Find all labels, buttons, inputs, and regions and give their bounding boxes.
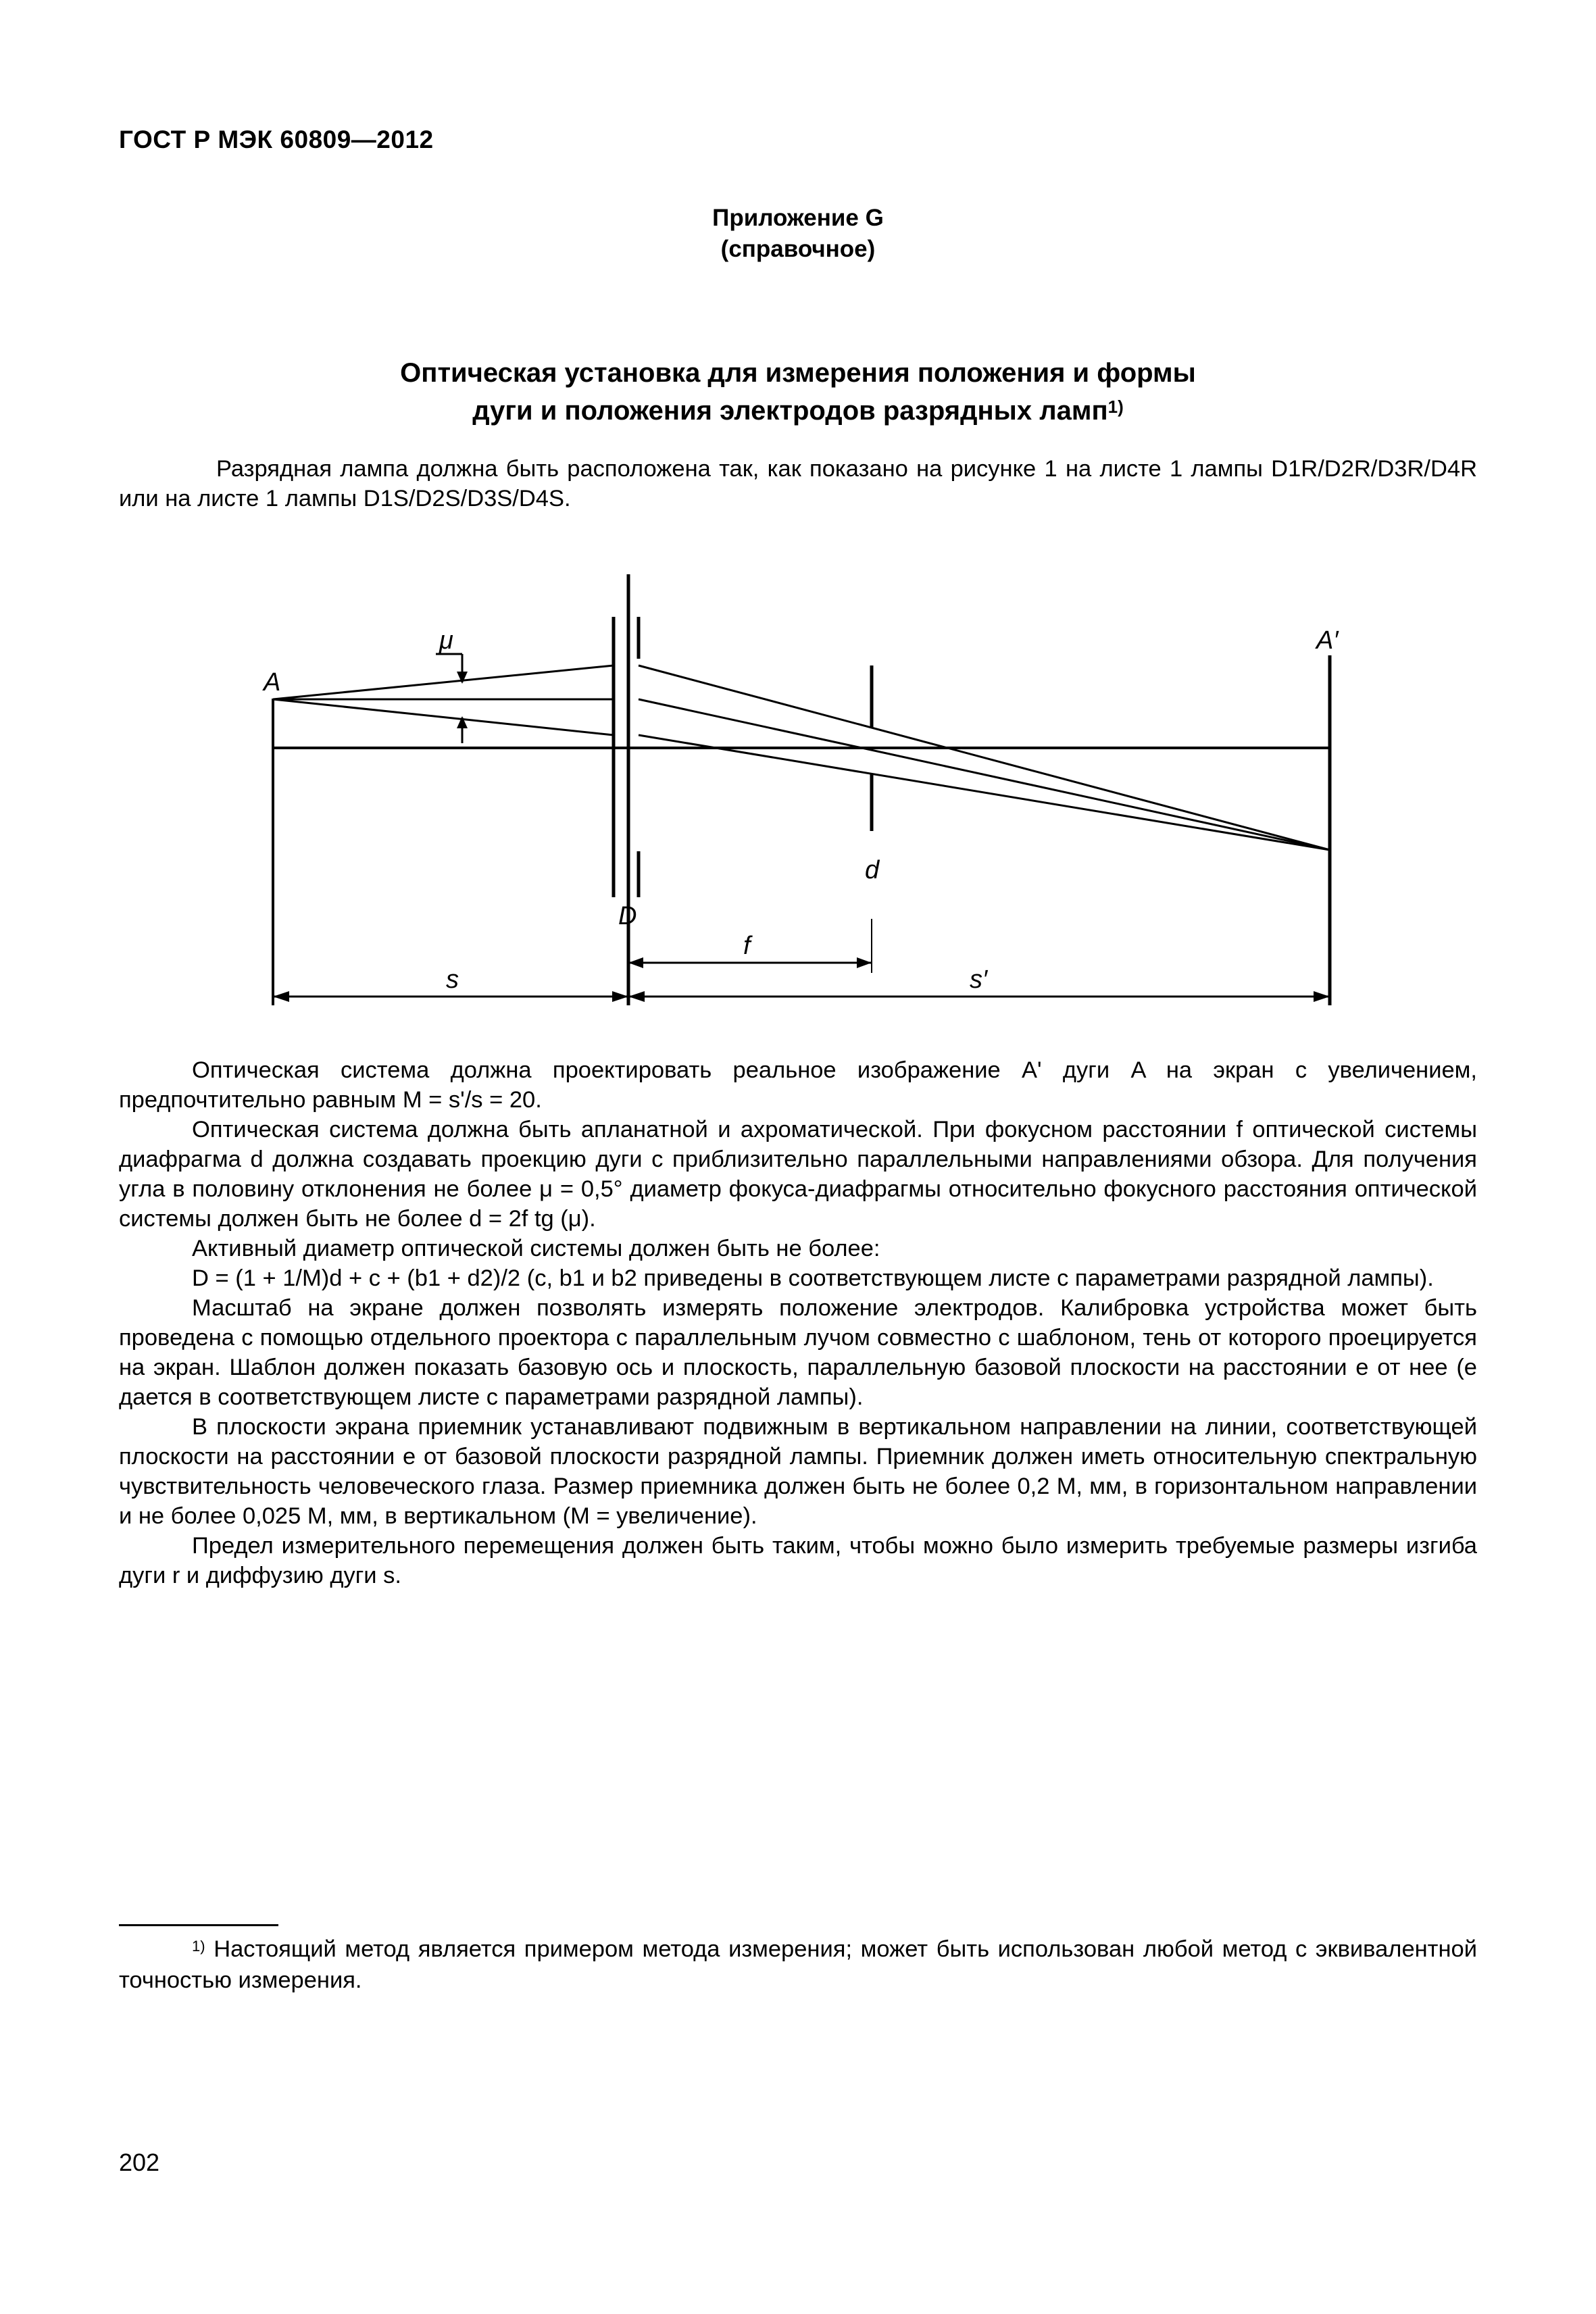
paragraph-aplanatic: Оптическая система должна быть апланатной и ахроматической. При фокусном расстоянии f оптической системы диафрагма d должна создавать проекцию дуги с приблизительно параллельными направлениями обзора. Для получения угла в половину отклонения не более μ = 0,5° диаметр фокуса-диафрагмы относительно фокусного расстояния оптической системы должен быть не более d = 2f tg (μ). xyxy=(119,1117,1477,1232)
title-line-2-text: дуги и положения электродов разрядных ламп xyxy=(472,396,1108,426)
footnote-paragraph xyxy=(119,1934,1477,1996)
body-text xyxy=(119,1055,1477,1590)
paragraph-measurement-range: Предел измерительного перемещения должен быть таким, чтобы можно было измерить требуемые размеры изгиба дуги r и диффузию дуги s. xyxy=(119,1533,1477,1588)
footnote-marker: 1) xyxy=(192,1938,205,1955)
label-diaphragm-d: d xyxy=(865,856,880,884)
title-line-1: Оптическая установка для измерения положения и формы xyxy=(400,358,1196,388)
footnote xyxy=(119,1934,1477,1996)
paragraph-formula: D = (1 + 1/M)d + c + (b1 + d2)/2 (c, b1 и b2 приведены в соответствующем листе с параметрами разрядной лампы). xyxy=(192,1265,1434,1291)
optical-setup-figure xyxy=(0,0,1596,1027)
label-s: s xyxy=(446,965,459,994)
paragraph-magnification: Оптическая система должна проектировать реальное изображение A' дуги A на экран с увеличением, предпочтительно равным M = s'/s = 20. xyxy=(119,1057,1477,1113)
ray-upper-out xyxy=(639,665,1330,850)
footnote-text: Настоящий метод является примером метода измерения; может быть использован любой метод с эквивалентной точностью измерения. xyxy=(119,1936,1477,1993)
page-number: 202 xyxy=(119,2148,160,2176)
title-footnote-ref: 1) xyxy=(1107,397,1124,417)
label-mu: μ xyxy=(439,626,453,655)
ray-mid-out xyxy=(639,699,1330,850)
label-arc-a: A xyxy=(264,668,281,697)
appendix-type: (справочное) xyxy=(720,236,876,262)
paragraph-scale: Масштаб на экране должен позволять измерять положение электродов. Калибровка устройства может быть проведена с помощью отдельного проектора с параллельным лучом совместно с шаблоном, тень от которого проецируется на экран. Шаблон должен показать базовую ось и плоскость, параллельную базовой плоскости на расстоянии e от нее (e дается в соответствующем листе с параметрами разрядной лампы). xyxy=(119,1295,1477,1410)
label-focal-f: f xyxy=(743,932,751,960)
document-header: ГОСТ Р МЭК 60809—2012 xyxy=(119,126,434,153)
label-lens-d: D xyxy=(618,902,637,930)
ray-lower-in xyxy=(273,699,614,735)
paragraph-active-diameter: Активный диаметр оптической системы должен быть не более: xyxy=(192,1236,880,1261)
intro-paragraph: Разрядная лампа должна быть расположена так, как показано на рисунке 1 на листе 1 лампы D1R/D2R/D3R/D4R или на листе 1 лампы D1S/D2S/D3S/D4S. xyxy=(119,456,1477,511)
ray-upper-in xyxy=(273,665,614,699)
ray-lower-out xyxy=(639,735,1330,850)
label-s-prime: s′ xyxy=(970,965,988,994)
paragraph-receiver: В плоскости экрана приемник устанавливают подвижным в вертикальном направлении на линии, соответствующей плоскости на расстоянии e от базовой плоскости разрядной лампы. Приемник должен иметь относительную спектральную чувствительность человеческого глаза. Размер приемника должен быть не более 0,2 M, мм, в горизонтальном направлении и не более 0,025 M, мм, в вертикальном (M = увеличение). xyxy=(119,1414,1477,1529)
mu-arrowhead-top xyxy=(457,672,468,684)
footnote-separator xyxy=(119,1924,278,1926)
label-arc-image: A′ xyxy=(1316,626,1339,655)
appendix-label: Приложение G xyxy=(712,205,884,231)
